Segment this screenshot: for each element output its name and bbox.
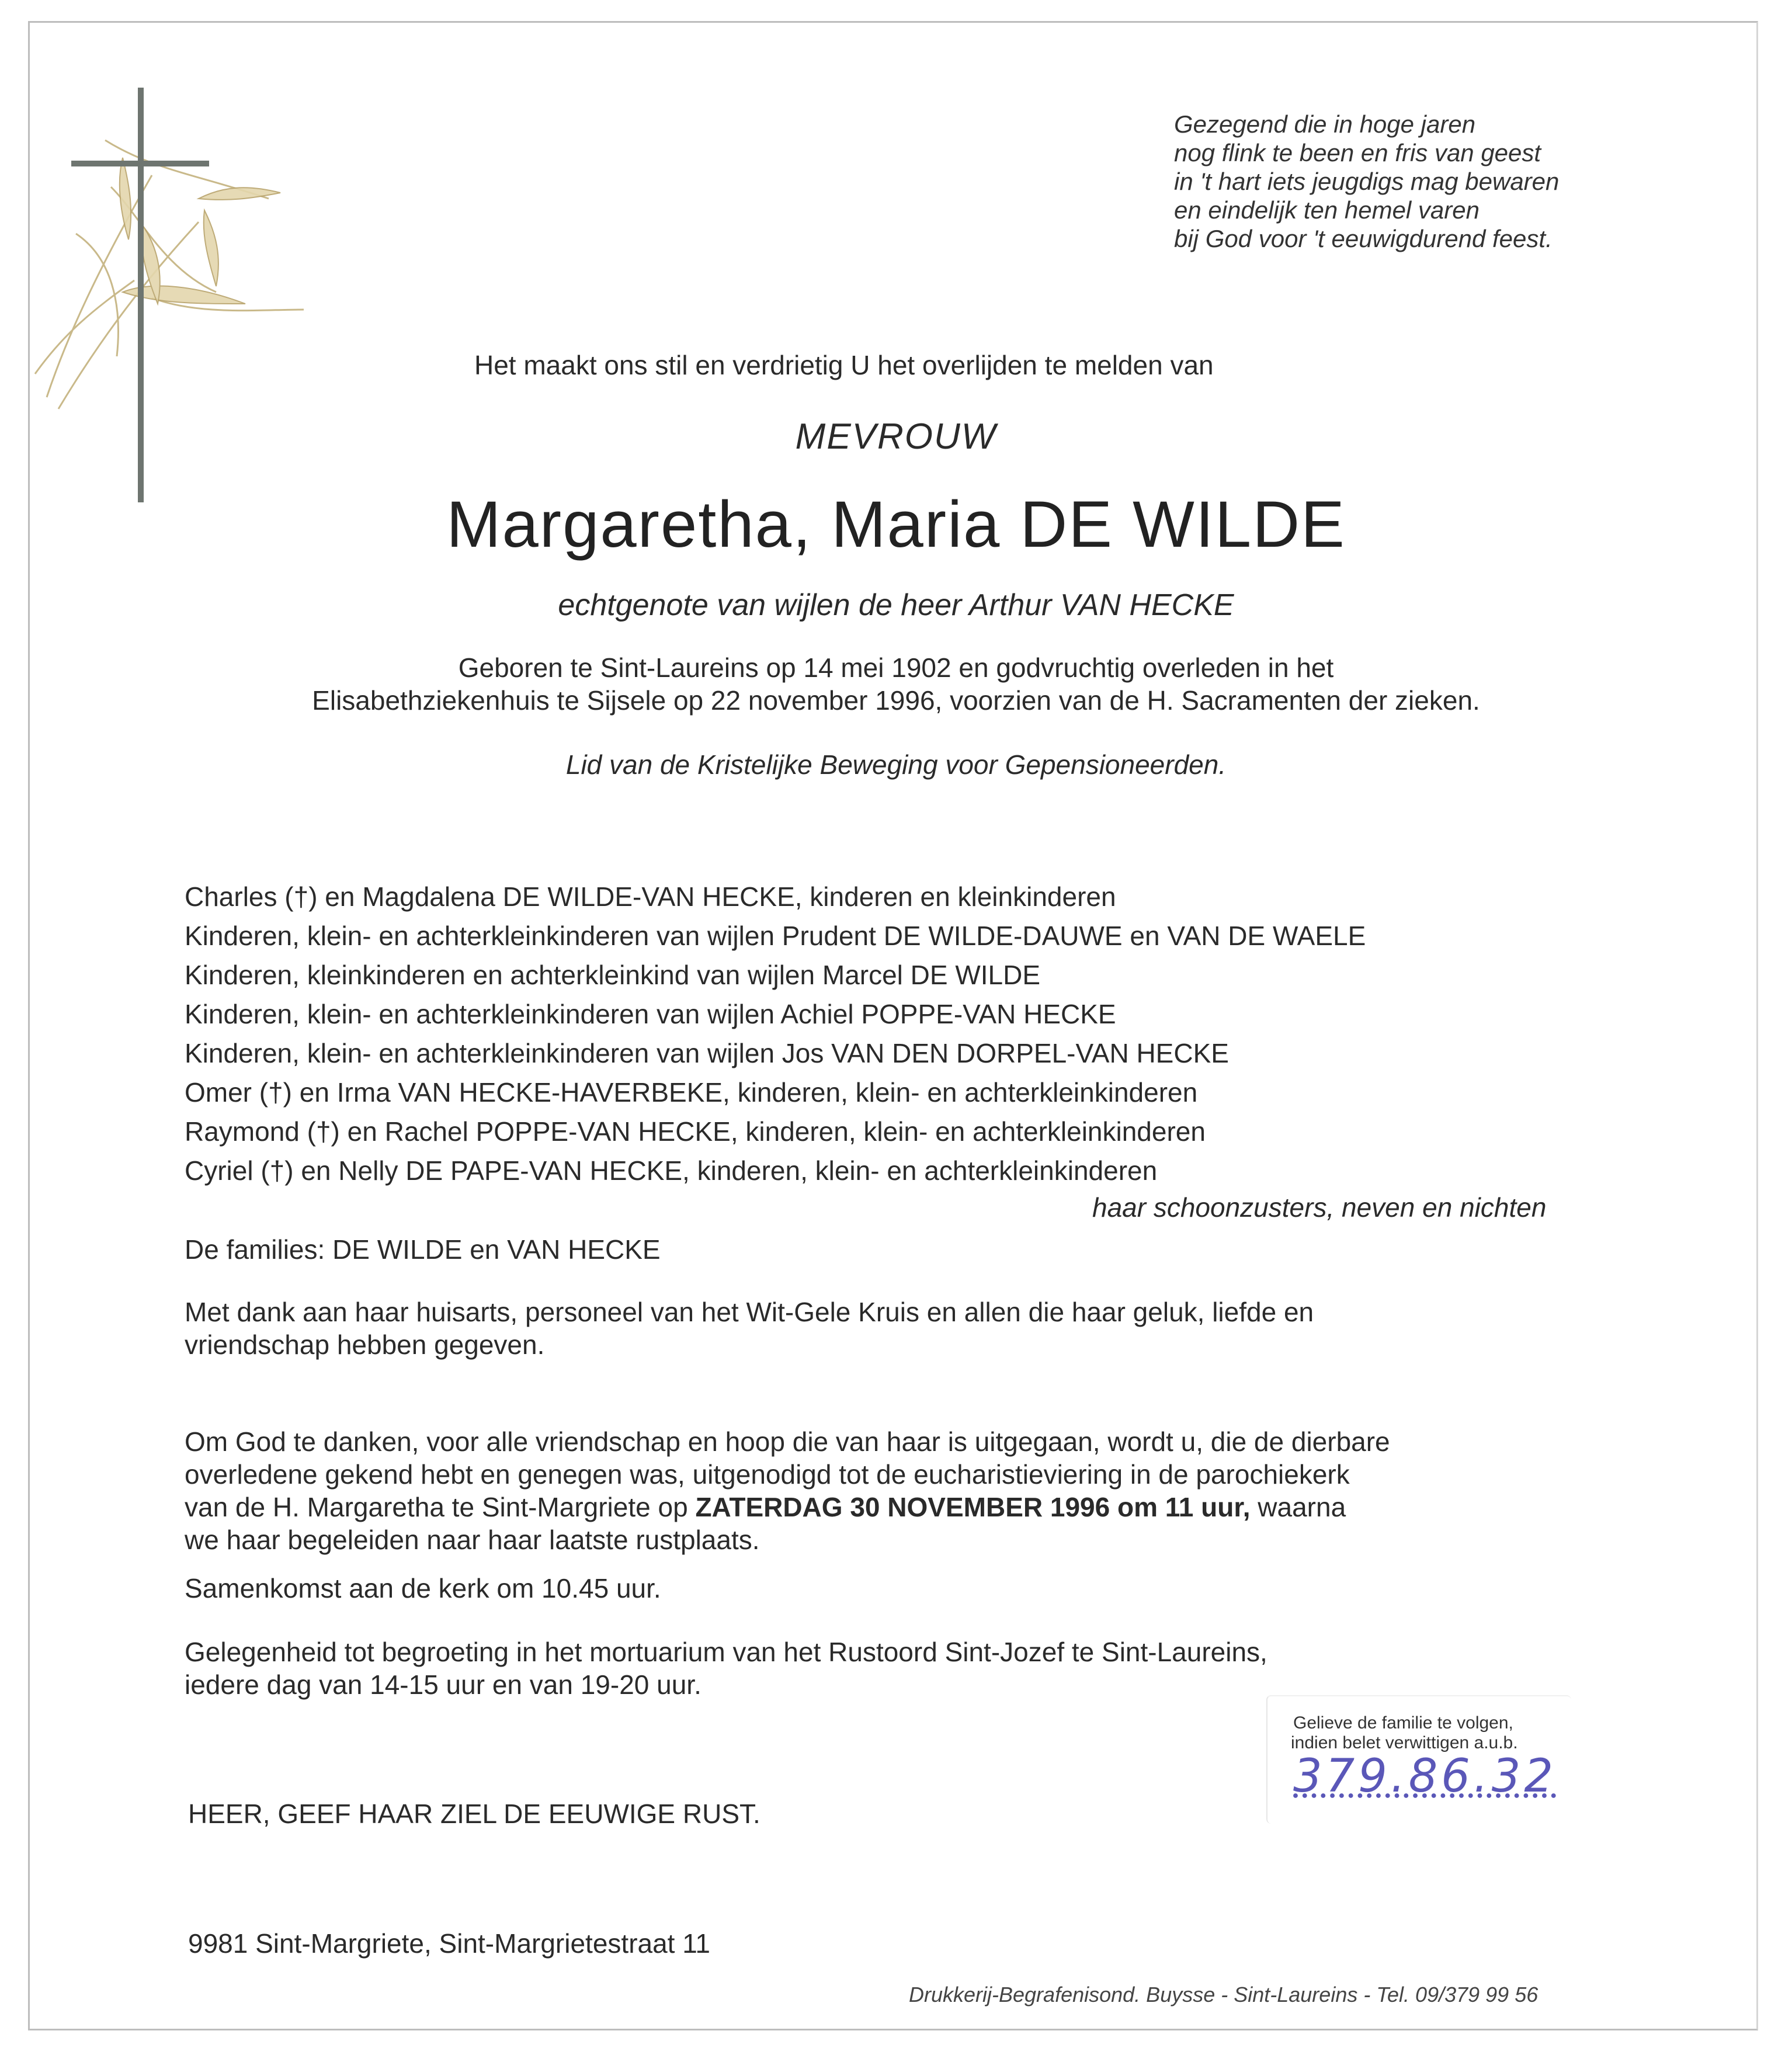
birth-death-line-1: Geboren te Sint-Laureins op 14 mei 1902 en godvruchtig overleden in het — [458, 652, 1334, 683]
title-mevrouw: MEVROUW — [795, 416, 997, 457]
intro-line: Het maakt ons stil en verdrietig U het overlijden te melden van — [474, 350, 1214, 380]
birth-death-line-2: Elisabethziekenhuis te Sijsele op 22 november 1996, voorzien van de H. Sacramenten der zieken. — [312, 685, 1480, 716]
service-line: Om God te danken, voor alle vriendschap en hoop die van haar is uitgegaan, wordt u, die de dierbare — [185, 1426, 1390, 1457]
thanks-line: vriendschap hebben gegeven. — [185, 1329, 545, 1360]
list-item: Charles (†) en Magdalena DE WILDE-VAN HECKE, kinderen en kleinkinderen — [185, 881, 1116, 912]
list-item: Kinderen, klein- en achterkleinkinderen van wijlen Prudent DE WILDE-DAUWE en VAN DE WAELE — [185, 921, 1366, 951]
stamp-line-1: Gelieve de familie te volgen, — [1293, 1713, 1513, 1733]
list-item: Kinderen, klein- en achterkleinkinderen van wijlen Jos VAN DEN DORPEL-VAN HECKE — [185, 1038, 1229, 1068]
list-item: Kinderen, kleinkinderen en achterkleinkind van wijlen Marcel DE WILDE — [185, 960, 1041, 990]
poem-line: in 't hart iets jeugdigs mag bewaren — [1174, 168, 1560, 195]
service-line: we haar begeleiden naar haar laatste rustplaats. — [185, 1525, 760, 1555]
thanks-line: Met dank aan haar huisarts, personeel van het Wit-Gele Kruis en allen die haar geluk, liefde en — [185, 1297, 1314, 1327]
poem-line: nog flink te been en fris van geest — [1174, 139, 1541, 166]
poem — [1174, 110, 1559, 253]
gathering-line: Samenkomst aan de kerk om 10.45 uur. — [185, 1573, 661, 1603]
list-item: Raymond (†) en Rachel POPPE-VAN HECKE, kinderen, klein- en achterkleinkinderen — [185, 1116, 1206, 1147]
list-item: Kinderen, klein- en achterkleinkinderen van wijlen Achiel POPPE-VAN HECKE — [185, 999, 1116, 1029]
families-line: De families: DE WILDE en VAN HECKE — [185, 1234, 661, 1265]
list-item: Omer (†) en Irma VAN HECKE-HAVERBEKE, kinderen, klein- en achterkleinkinderen — [185, 1077, 1198, 1108]
service-date-time: ZATERDAG 30 NOVEMBER 1996 om 11 uur, — [695, 1492, 1251, 1522]
stamp-box — [1266, 1695, 1571, 1824]
deceased-name: Margaretha, Maria DE WILDE — [446, 488, 1346, 561]
thanks-paragraph — [185, 1296, 1528, 1361]
membership-line: Lid van de Kristelijke Beweging voor Gepensioneerden. — [565, 749, 1227, 780]
service-text: waarna — [1250, 1492, 1346, 1522]
handwritten-phone-number: 379.86.32 — [1293, 1750, 1557, 1803]
service-line: overledene gekend hebt en genegen was, uitgenodigd tot de eucharistieviering in de parochiekerk — [185, 1459, 1350, 1490]
service-text: van de H. Margaretha te Sint-Margriete op — [185, 1492, 696, 1522]
stamp-line-2: indien belet verwittigen a.u.b. — [1291, 1733, 1518, 1752]
spouse-line: echtgenote van wijlen de heer Arthur VAN HECKE — [558, 588, 1234, 622]
address-line: 9981 Sint-Margriete, Sint-Margrietestraat 11 — [188, 1928, 710, 1959]
prayer-line: HEER, GEEF HAAR ZIEL DE EEUWIGE RUST. — [188, 1799, 760, 1829]
printer-credit: Drukkerij-Begrafenisond. Buysse - Sint-Laureins - Tel. 09/379 99 56 — [909, 1983, 1539, 2007]
service-paragraph — [185, 1425, 1528, 1556]
viewing-line: Gelegenheid tot begroeting in het mortuarium van het Rustoord Sint-Jozef te Sint-Laureins, — [185, 1637, 1267, 1667]
poem-line: bij God voor 't eeuwigdurend feest. — [1174, 225, 1553, 252]
list-item: Cyriel (†) en Nelly DE PAPE-VAN HECKE, kinderen, klein- en achterkleinkinderen — [185, 1155, 1158, 1186]
viewing-line: iedere dag van 14-15 uur en van 19-20 uur. — [185, 1669, 701, 1700]
relatives-suffix: haar schoonzusters, neven en nichten — [1092, 1192, 1547, 1223]
poem-line: Gezegend die in hoge jaren — [1174, 110, 1476, 138]
relatives-list — [185, 877, 1366, 1190]
poem-line: en eindelijk ten hemel varen — [1174, 196, 1480, 224]
viewing-paragraph — [185, 1636, 1528, 1701]
service-line — [185, 1491, 1528, 1523]
